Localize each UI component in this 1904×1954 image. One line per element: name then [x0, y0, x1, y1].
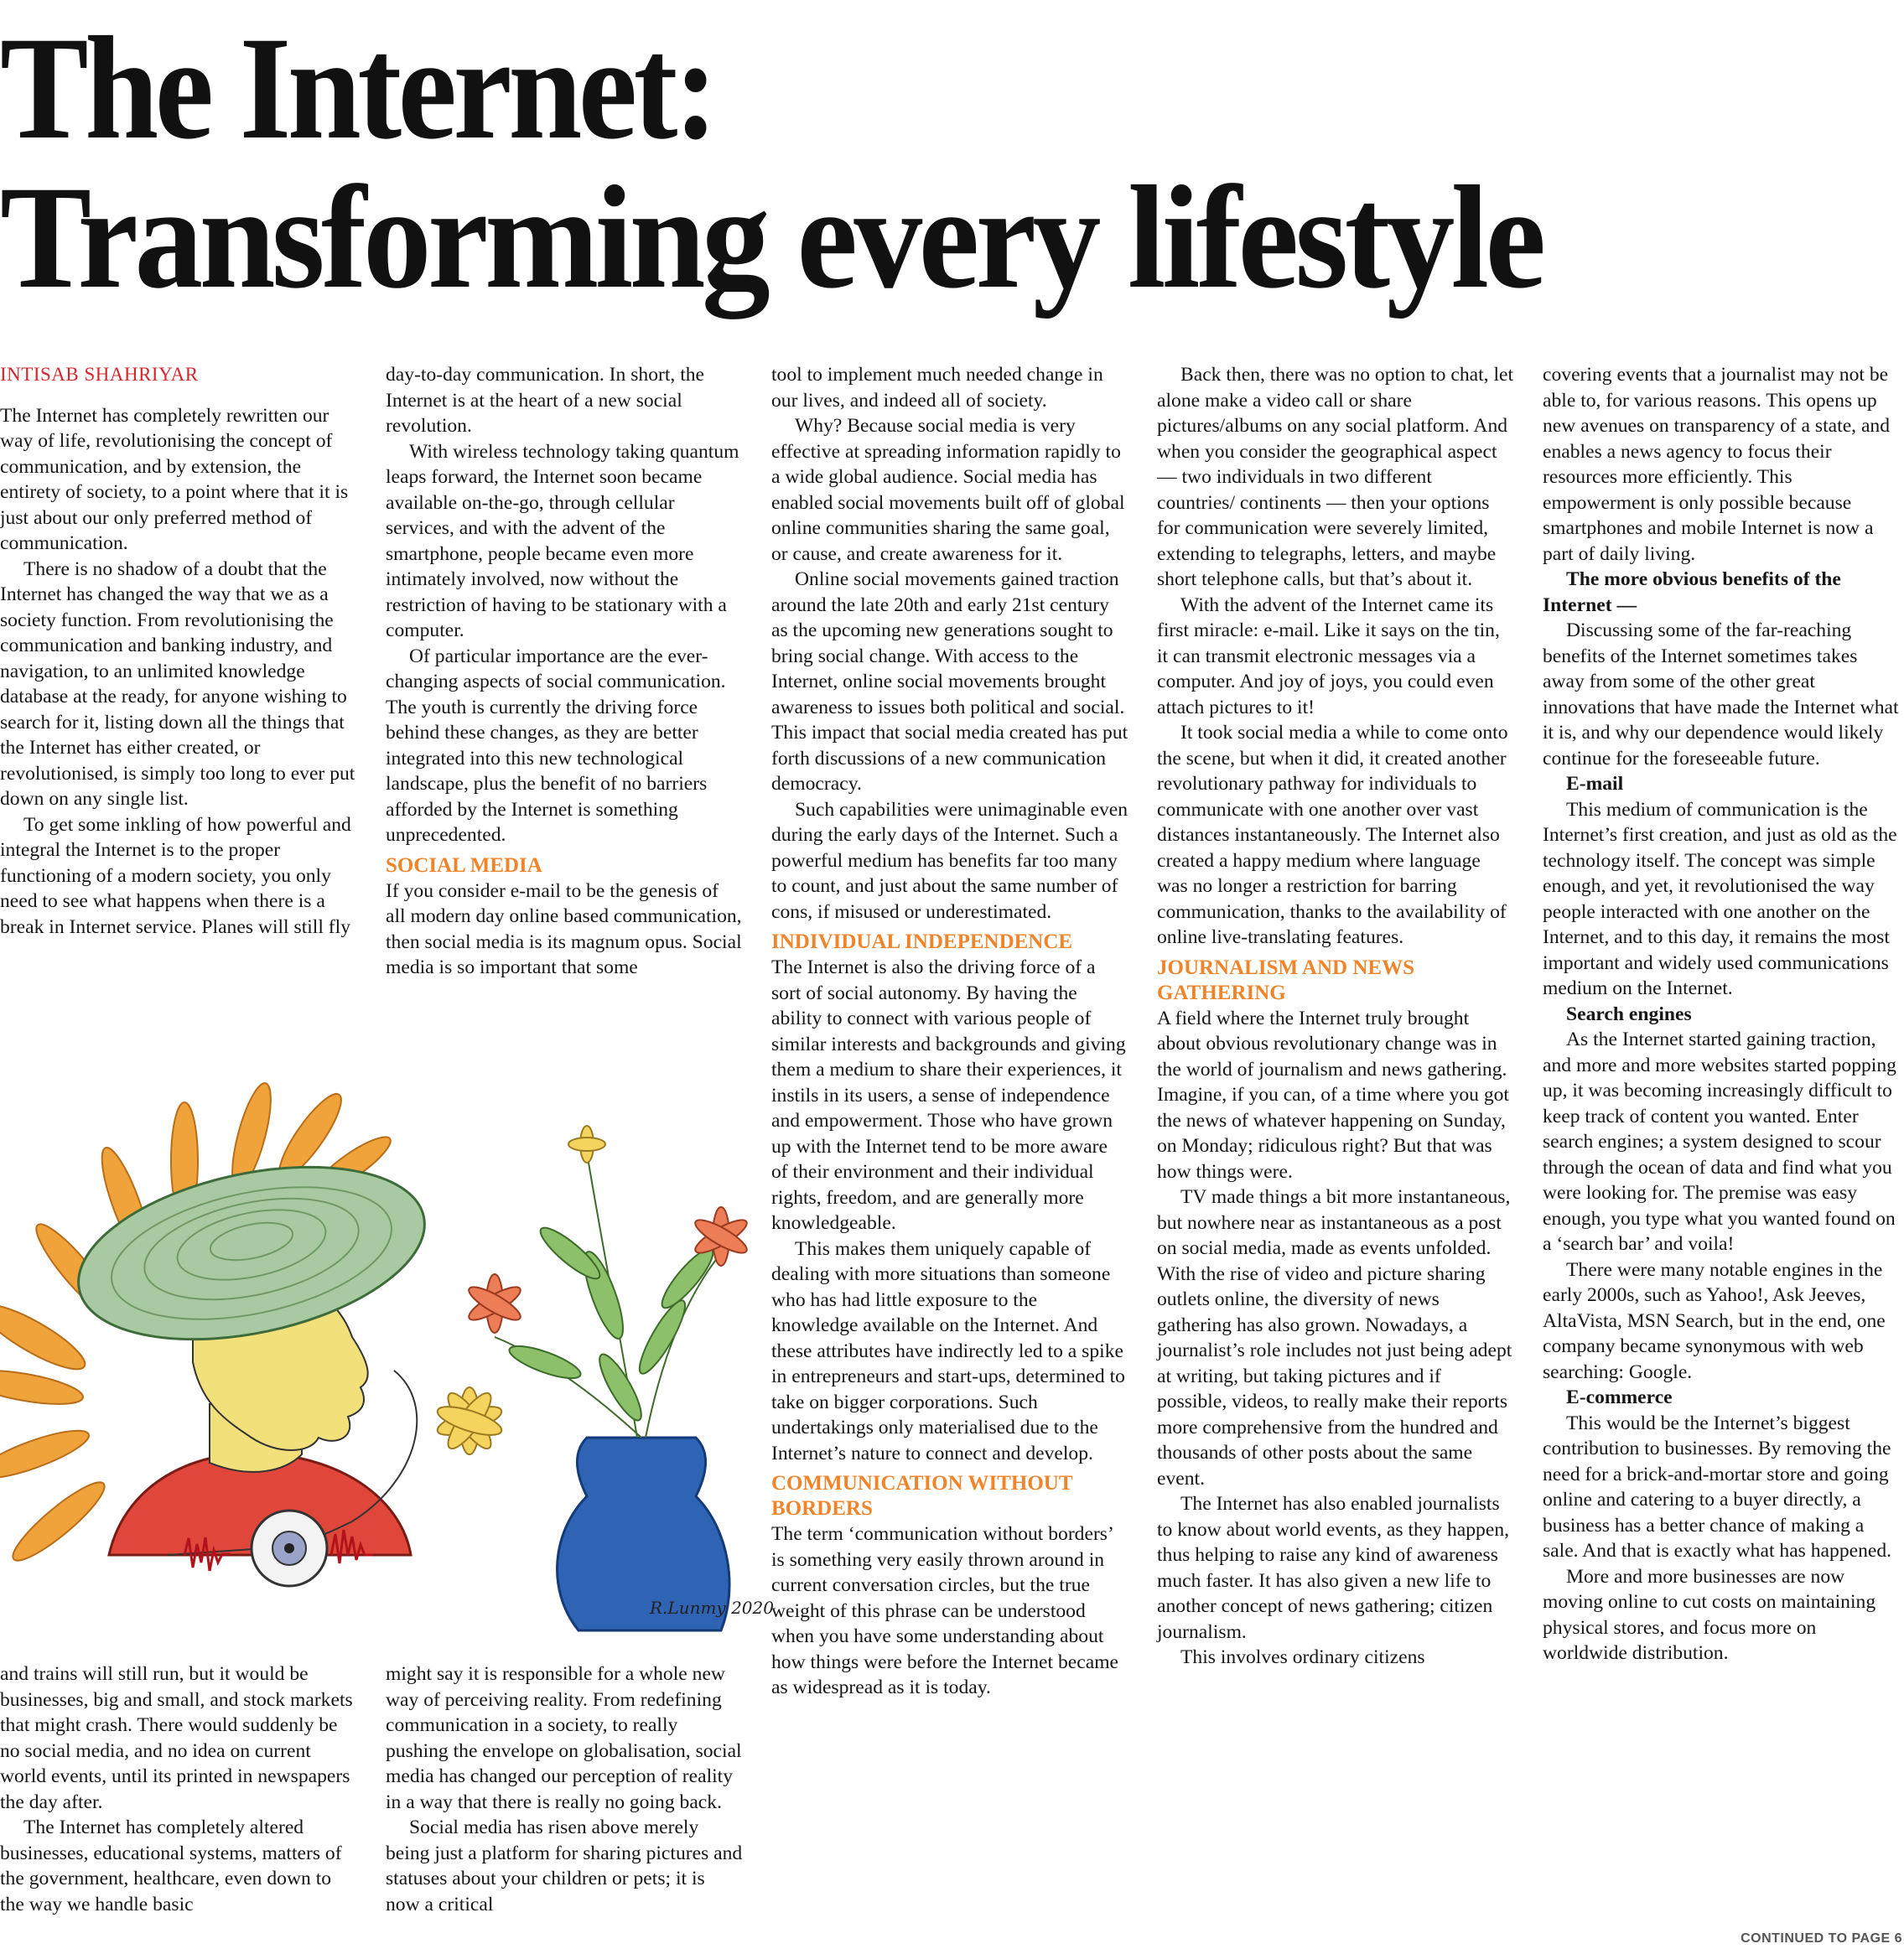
paragraph: tool to implement much needed change in our lives, and indeed all of society.	[771, 364, 1103, 412]
paragraph: This medium of communication is the Internet’s first creation, and just as old as the technology itself. The concept was simple enough, and yet, it revolutionised the way people interacted with one another on the Internet, and to this day, it remains the most important and widely used communications medium on the Internet.	[1543, 798, 1897, 999]
paragraph: might say it is responsible for a whole new way of perceiving reality. From redefining communication in a society, to really pushing the envelope on globalisation, social media has changed our perception of reality in a way that there is really no going back.	[386, 1663, 742, 1813]
column-5	[1543, 362, 1900, 1666]
paragraph: The Internet has completely rewritten our way of life, revolutionising the concept of communication, and by extension, the entirety of society, to a point where that it is just about our only preferred method of communication.	[0, 404, 349, 554]
paragraph: The Internet has also enabled journalists to know about world events, as they happen, thus helping to raise any kind of awareness much faster. It has also given a new life to another concept of news gathering; citizen journalism.	[1157, 1493, 1510, 1643]
paragraph: There were many notable engines in the early 2000s, such as Yahoo!, Ask Jeeves, AltaVista, MSN Search, but in the end, one company became synonymous with web searching: Google.	[1543, 1258, 1886, 1383]
paragraph: Back then, there was no option to chat, let alone make a video call or share pictures/albums on any social platform. And when you consider the geographical aspect — two individuals in two different countries/ continents — then your options for communication were severely limited, extending to telegraphs, letters, and maybe short telephone calls, but that’s about it.	[1157, 364, 1514, 590]
paragraph: This involves ordinary citizens	[1180, 1646, 1425, 1668]
paragraph: Online social movements gained traction around the late 20th and early 21st century as the upcoming new generations sought to bring social change. With access to the Internet, online social movements brought awareness to issues both political and social. This impact that social media created has put forth discussions of a new communication democracy.	[771, 568, 1128, 795]
email-heading: E-mail	[1566, 773, 1624, 795]
column-2-bottom	[386, 1661, 743, 1917]
headline-line-2: Transforming every lifestyle	[0, 156, 1543, 319]
illustration	[0, 1086, 774, 1630]
paragraph: covering events that a journalist may not be able to, for various reasons. This opens up new avenues on transparency of a state, and enables a news agency to focus their resources more efficiently. This empowerment is only possible because smartphones and mobile Internet is now a part of daily living.	[1543, 364, 1891, 565]
artist-signature: R.Lunmy 2020	[650, 1598, 774, 1618]
plant-leaves	[495, 1153, 721, 1438]
paragraph: The term ‘communication without borders’ is something very easily thrown around in current conversation circles, but the true weight of this phrase can be understood when you have some understanding about how things were before the Internet became as widespread as it is today.	[771, 1523, 1119, 1698]
subhead-journalism: JOURNALISM AND NEWS GATHERING	[1157, 956, 1414, 1004]
paragraph: There is no shadow of a doubt that the Internet has changed the way that we as a society function. From revolutionising the communication and banking industry, and navigation, to an unlimited knowledge database at the ready, for anyone wishing to search for it, listing down all the things that the Internet has either created, or revolutionised, is simply too long to ever put down on any single list.	[0, 557, 355, 810]
paragraph: The Internet is also the driving force of a sort of social autonomy. By having the ability to connect with various people of similar interests and backgrounds and giving them a medium to share their experiences, it instils in its users, a sense of independence and empowerment. Those who have grown up with the Internet tend to be more aware of their environment and their individual rights, freedom, and are generally more knowledgeable.	[771, 956, 1126, 1234]
paragraph: Social media has risen above merely being just a platform for sharing pictures and statuses about your children or pets; it is now a critical	[386, 1817, 743, 1915]
byline: INTISAB SHAHRIYAR	[0, 364, 199, 385]
paragraph: Of particular importance are the ever-changing aspects of social communication. The youth is currently the driving force behind these changes, as they are better integrated into this new technological landscape, plus the benefit of no barriers afforded by the Internet is something unprecedented.	[386, 645, 726, 846]
paragraph: With the advent of the Internet came its first miracle: e-mail. Like it says on the tin, it can transmit electronic messages via a computer. And joy of joys, you could even attach pictures to it!	[1157, 593, 1500, 718]
column-1-top	[0, 362, 357, 940]
paragraph: As the Internet started gaining traction, and more and more websites started popping up, it was becoming increasingly difficult to keep track of content you wanted. Enter search engines; a system designed to scour through the ocean of data and find what you were looking for. The premise was easy enough, you type what you wanted found on a ‘search bar’ and voila!	[1543, 1029, 1896, 1255]
paragraph: More and more businesses are now moving online to cut costs on maintaining physical stores, and focus more on worldwide distribution.	[1543, 1565, 1876, 1664]
paragraph: Such capabilities were unimaginable even during the early days of the Internet. Such a powerful medium has benefits far too many to count, and just about the same number of cons, if misused or underestimated.	[771, 798, 1128, 923]
subhead-social-media: SOCIAL MEDIA	[386, 853, 542, 877]
paragraph: This makes them uniquely capable of dealing with more situations than someone who has had little exposure to the knowledge available on the Internet. And these attributes have indirectly led to a spike in entrepreneurs and start-ups, determined to take on bigger corporations. Such undertakings only materialised due to the Internet’s nature to connect and develop.	[771, 1237, 1125, 1464]
continued-label: CONTINUED TO PAGE 6	[1741, 1931, 1902, 1946]
column-3	[771, 362, 1128, 1701]
column-2-top	[386, 362, 743, 981]
paragraph: With wireless technology taking quantum leaps forward, the Internet soon became available on-the-go, through cellular services, and with the advent of the smartphone, people became even more intimately involved, now without the restriction of having to be stationary with a computer.	[386, 440, 739, 641]
paragraph: This would be the Internet’s biggest contribution to businesses. By removing the need for a brick-and-mortar store and going online and catering to a buyer directly, a business has a better chance of making a sale. And that is exactly what has happened.	[1543, 1412, 1892, 1562]
paragraph: To get some inkling of how powerful and integral the Internet is to the proper functioning of a modern society, you only need to see what happens when there is a break in Internet service. Planes will still fly	[0, 813, 351, 938]
paragraph: It took social media a while to come onto the scene, but when it did, it created another revolutionary pathway for individuals to communicate with one another over vast distances instantaneously. The Internet also created a happy medium where language was no longer a restriction for barring communication, thanks to the availability of online live-translating features.	[1157, 722, 1508, 948]
paragraph: TV made things a bit more instantaneous, but nowhere near as instantaneous as a post on social media, made as events unfolded. With the rise of video and picture sharing outlets online, the diversity of news gathering has also grown. Nowadays, a journalist’s role includes not just being adept at writing, but taking pictures and if possible, videos, to really make their reports more comprehensive from the hundred and thousands of other posts about the same event.	[1157, 1186, 1512, 1490]
headline-line-1: The Internet:	[0, 7, 715, 170]
paragraph: day-to-day communication. In short, the Internet is at the heart of a new social revolution.	[386, 364, 705, 437]
paragraph: A field where the Internet truly brought about obvious revolutionary change was in the world of journalism and news gathering. Imagine, if you can, of a time where you got the news of whatever happening on Sunday, on Monday; ridiculous right? But that was how things were.	[1157, 1007, 1509, 1183]
paragraph: Why? Because social media is very effective at spreading information rapidly to a wide global audience. Social media has enabled social movements built off of global online communities sharing the same goal, or cause, and create awareness for it.	[771, 415, 1125, 565]
subhead-individual-independence: INDIVIDUAL INDEPENDENCE	[771, 930, 1073, 953]
paragraph: Discussing some of the far-reaching benefits of the Internet sometimes takes away from some of the other great innovations that have made the Internet what it is, and why our dependence would likely continue for the foreseeable future.	[1543, 619, 1899, 770]
ecommerce-heading: E-commerce	[1566, 1386, 1673, 1408]
subhead-communication-without-borders: COMMUNICATION WITHOUT BORDERS	[771, 1472, 1073, 1520]
disc-icon	[252, 1511, 327, 1586]
column-4	[1157, 362, 1514, 1671]
column-1-bottom	[0, 1661, 357, 1917]
search-engines-heading: Search engines	[1566, 1003, 1692, 1025]
paragraph: If you consider e-mail to be the genesis of all modern day online based communication, then social media is its magnum opus. Social media is so important that some	[386, 879, 742, 978]
benefits-heading: The more obvious benefits of the Internet —	[1543, 568, 1841, 616]
paragraph: The Internet has completely altered businesses, educational systems, matters of the government, healthcare, even down to the way we handle basic	[0, 1817, 342, 1915]
paragraph: and trains will still run, but it would be businesses, big and small, and stock markets that might crash. There would suddenly be no social media, and no idea on current world events, until its printed in newspapers the day after.	[0, 1663, 353, 1813]
